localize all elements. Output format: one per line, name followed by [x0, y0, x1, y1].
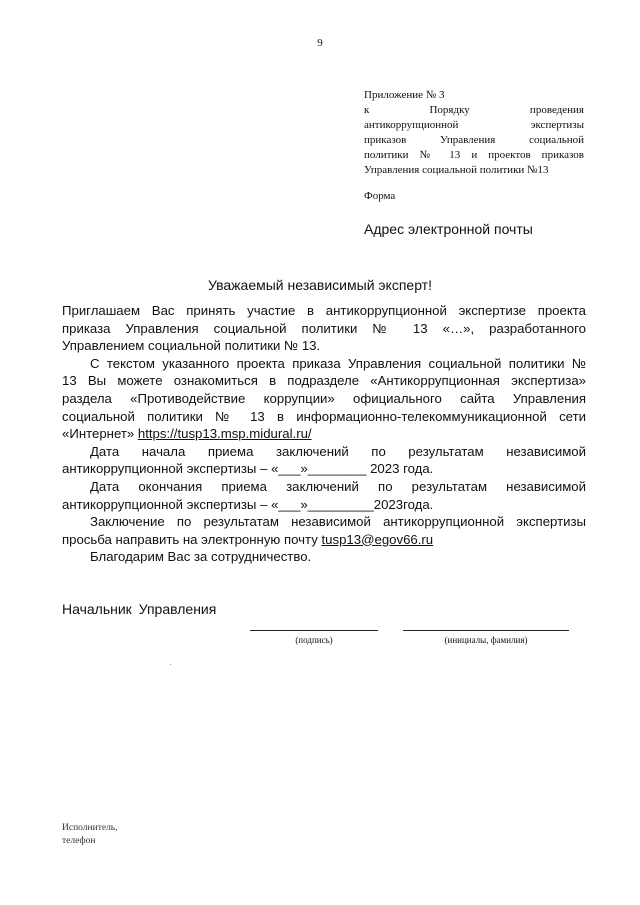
paragraph-line: Дата начала приема заключений по результатам независимой [90, 443, 586, 459]
address-label: Адрес электронной почты [364, 221, 533, 237]
email-link[interactable]: tusp13@egov66.ru [321, 531, 434, 547]
paragraph-line: антикоррупционной экспертизы – «___»_________2023года. [62, 496, 434, 512]
executor-block [62, 822, 118, 848]
paragraph-line: Управлением социальной политики № 13. [62, 338, 321, 354]
site-link[interactable]: https://tusp13.msp.midural.ru/ [137, 426, 312, 442]
paragraph-line: антикоррупционной экспертизы – «___»________ 2023 года. [62, 461, 434, 477]
phone-label: телефон [62, 836, 96, 846]
signature-line [250, 630, 378, 631]
paragraph-line [62, 425, 586, 443]
name-line [403, 630, 569, 631]
scan-speck [170, 664, 171, 665]
greeting-heading: Уважаемый независимый эксперт! [208, 277, 432, 293]
paragraph-line: раздела «Противодействие коррупции» официального сайта Управления [62, 390, 586, 406]
signatory-position: Начальник Управления [62, 601, 217, 617]
form-label: Форма [364, 190, 396, 202]
appendix-line: к Порядку проведения [364, 104, 584, 116]
paragraph-line: Благодарим Вас за сотрудничество. [90, 549, 312, 565]
paragraph-line: Приглашаем Вас принять участие в антикоррупционной экспертизе проекта [62, 303, 586, 318]
paragraph-line: С текстом указанного проекта приказа Управления социальной политики № [90, 355, 586, 371]
paragraph-line: Заключение по результатам независимой антикоррупционной экспертизы [90, 514, 586, 530]
paragraph-text: «Интернет» [62, 426, 138, 442]
executor-label: Исполнитель, [62, 823, 118, 833]
appendix-line: политики № 13 и проектов приказов [364, 149, 584, 161]
paragraph-line: социальной политики № 13 в информационно-телекоммуникационной сети [62, 408, 586, 424]
paragraph-line: Дата окончания приема заключений по результатам независимой [90, 478, 586, 494]
signature-caption: (подпись) [295, 635, 333, 645]
appendix-line: антикоррупционной экспертизы [364, 119, 584, 131]
paragraph-text: просьба направить на электронную почту [62, 531, 322, 547]
appendix-line: Приложение № 3 [364, 89, 445, 101]
appendix-block [364, 88, 584, 178]
appendix-line: приказов Управления социальной [364, 134, 584, 146]
paragraph-line: 13 Вы можете ознакомиться в подразделе «Антикоррупционная экспертиза» [62, 373, 586, 389]
paragraph-line [62, 531, 586, 549]
appendix-line: Управления социальной политики №13 [364, 164, 549, 176]
letter-body [62, 302, 586, 566]
paragraph-line: приказа Управления социальной политики № 13 «…», разработанного [62, 320, 586, 336]
name-caption: (инициалы, фамилия) [444, 635, 528, 645]
page-number: 9 [317, 37, 323, 49]
